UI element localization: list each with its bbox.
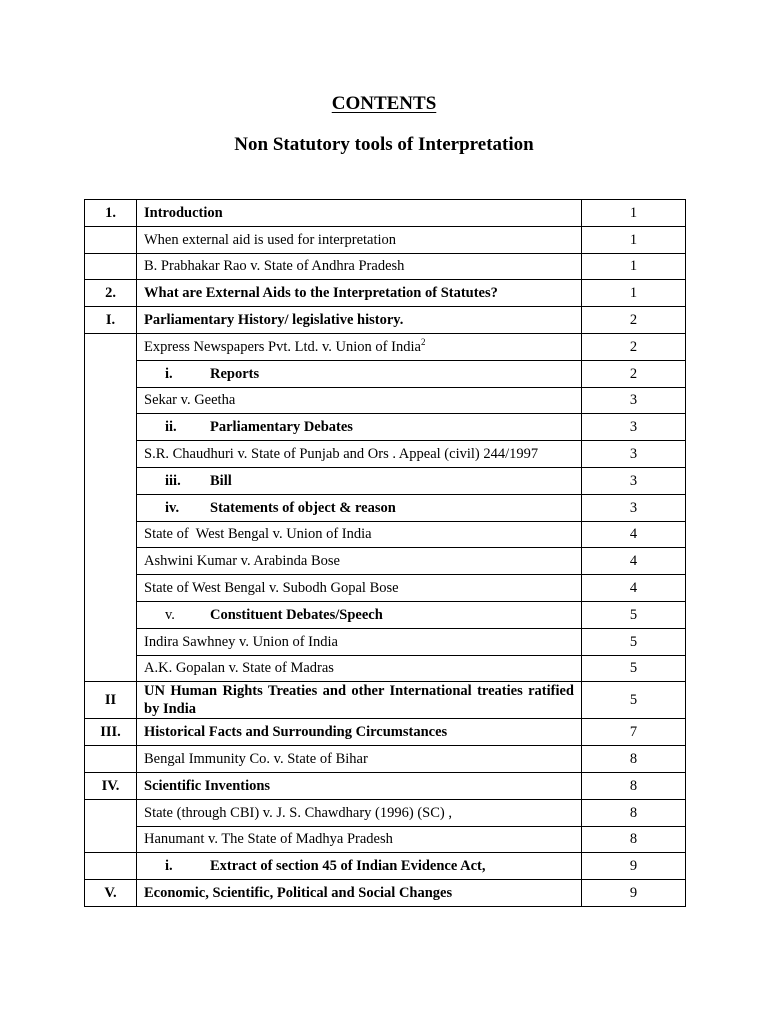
entry-title: Historical Facts and Surrounding Circumstances <box>137 719 582 746</box>
table-row <box>85 853 686 880</box>
page-number: 3 <box>582 441 686 468</box>
document-subtitle: Non Statutory tools of Interpretation <box>234 134 534 155</box>
page-number: 1 <box>582 200 686 227</box>
table-row <box>85 360 686 387</box>
section-number <box>85 746 137 773</box>
subsection-marker: iii. <box>165 472 181 489</box>
subsection-marker: v. <box>165 606 175 623</box>
entry-title-text: Extract of section 45 of Indian Evidence Act, <box>210 858 486 875</box>
page-number: 7 <box>582 719 686 746</box>
table-row <box>85 387 686 414</box>
page-number: 5 <box>582 628 686 655</box>
table-row <box>85 719 686 746</box>
table-row <box>85 467 686 494</box>
page-number: 1 <box>582 253 686 280</box>
entry-title: State of West Bengal v. Union of India <box>137 521 582 548</box>
entry-title-text: Bill <box>210 472 232 489</box>
page-number: 3 <box>582 467 686 494</box>
entry-title: B. Prabhakar Rao v. State of Andhra Pradesh <box>137 253 582 280</box>
entry-title: Bengal Immunity Co. v. State of Bihar <box>137 746 582 773</box>
section-number: IV. <box>85 772 137 799</box>
page-number: 8 <box>582 826 686 853</box>
section-number: I. <box>85 307 137 334</box>
entry-title: Ashwini Kumar v. Arabinda Bose <box>137 548 582 575</box>
entry-title <box>137 333 582 360</box>
table-row <box>85 772 686 799</box>
table-row <box>85 880 686 907</box>
table-row <box>85 441 686 468</box>
entry-title-text: Parliamentary Debates <box>210 419 353 436</box>
page-number: 9 <box>582 880 686 907</box>
section-number-merged <box>85 799 137 853</box>
entry-title: When external aid is used for interpretation <box>137 226 582 253</box>
table-row <box>85 253 686 280</box>
subsection-marker: iv. <box>165 499 180 516</box>
section-number: 2. <box>85 280 137 307</box>
page-number: 2 <box>582 360 686 387</box>
table-row <box>85 628 686 655</box>
table-row <box>85 521 686 548</box>
entry-title-text: Constituent Debates/Speech <box>210 606 383 623</box>
page-number: 3 <box>582 414 686 441</box>
entry-title: Introduction <box>137 200 582 227</box>
subsection-marker: i. <box>165 365 173 382</box>
section-number-merged <box>85 333 137 681</box>
entry-title: Sekar v. Geetha <box>137 387 582 414</box>
table-row <box>85 280 686 307</box>
section-number: V. <box>85 880 137 907</box>
entry-title-text: Express Newspapers Pvt. Ltd. v. Union of India <box>144 338 421 355</box>
entry-title-text: Reports <box>210 365 260 382</box>
table-row <box>85 746 686 773</box>
entry-title <box>137 414 582 441</box>
entry-title: Economic, Scientific, Political and Social Changes <box>137 880 582 907</box>
table-row <box>85 548 686 575</box>
section-number: III. <box>85 719 137 746</box>
entry-title: A.K. Gopalan v. State of Madras <box>137 655 582 682</box>
entry-title: Scientific Inventions <box>137 772 582 799</box>
page-number: 1 <box>582 226 686 253</box>
contents-heading: CONTENTS <box>331 93 437 114</box>
subsection-marker: ii. <box>165 419 177 436</box>
table-row <box>85 226 686 253</box>
entry-title: State (through CBI) v. J. S. Chawdhary (1996) (SC) , <box>137 799 582 826</box>
table-row <box>85 333 686 360</box>
page-number: 3 <box>582 494 686 521</box>
entry-title: Hanumant v. The State of Madhya Pradesh <box>137 826 582 853</box>
page-number: 4 <box>582 575 686 602</box>
page-number: 4 <box>582 548 686 575</box>
page-number: 5 <box>582 655 686 682</box>
entry-title <box>137 494 582 521</box>
entry-title: S.R. Chaudhuri v. State of Punjab and Ors . Appeal (civil) 244/1997 <box>137 441 582 468</box>
page-number: 2 <box>582 307 686 334</box>
table-row <box>85 682 686 719</box>
table-row <box>85 601 686 628</box>
table-row <box>85 655 686 682</box>
section-number: 1. <box>85 200 137 227</box>
entry-title <box>137 601 582 628</box>
entry-title <box>137 853 582 880</box>
table-row <box>85 575 686 602</box>
page-number: 8 <box>582 772 686 799</box>
page-number: 4 <box>582 521 686 548</box>
section-number: II <box>85 682 137 719</box>
entry-title: Parliamentary History/ legislative history. <box>137 307 582 334</box>
page-number: 8 <box>582 746 686 773</box>
contents-table <box>84 199 686 907</box>
section-number <box>85 253 137 280</box>
subsection-marker: i. <box>165 858 173 875</box>
entry-title <box>137 360 582 387</box>
page-number: 5 <box>582 601 686 628</box>
page-number: 1 <box>582 280 686 307</box>
table-row <box>85 307 686 334</box>
entry-title <box>137 467 582 494</box>
page-number: 5 <box>582 682 686 719</box>
section-number <box>85 226 137 253</box>
entry-title: State of West Bengal v. Subodh Gopal Bose <box>137 575 582 602</box>
entry-title: UN Human Rights Treaties and other International treaties ratified by India <box>137 682 582 719</box>
entry-title-text: Statements of object & reason <box>210 499 396 516</box>
page-number: 8 <box>582 799 686 826</box>
section-number <box>85 853 137 880</box>
footnote-marker: 2 <box>420 337 426 348</box>
table-row <box>85 200 686 227</box>
table-row <box>85 826 686 853</box>
page-number: 2 <box>582 333 686 360</box>
table-row <box>85 414 686 441</box>
entry-title: Indira Sawhney v. Union of India <box>137 628 582 655</box>
table-row <box>85 494 686 521</box>
entry-title: What are External Aids to the Interpretation of Statutes? <box>137 280 582 307</box>
table-row <box>85 799 686 826</box>
page-number: 9 <box>582 853 686 880</box>
page-number: 3 <box>582 387 686 414</box>
